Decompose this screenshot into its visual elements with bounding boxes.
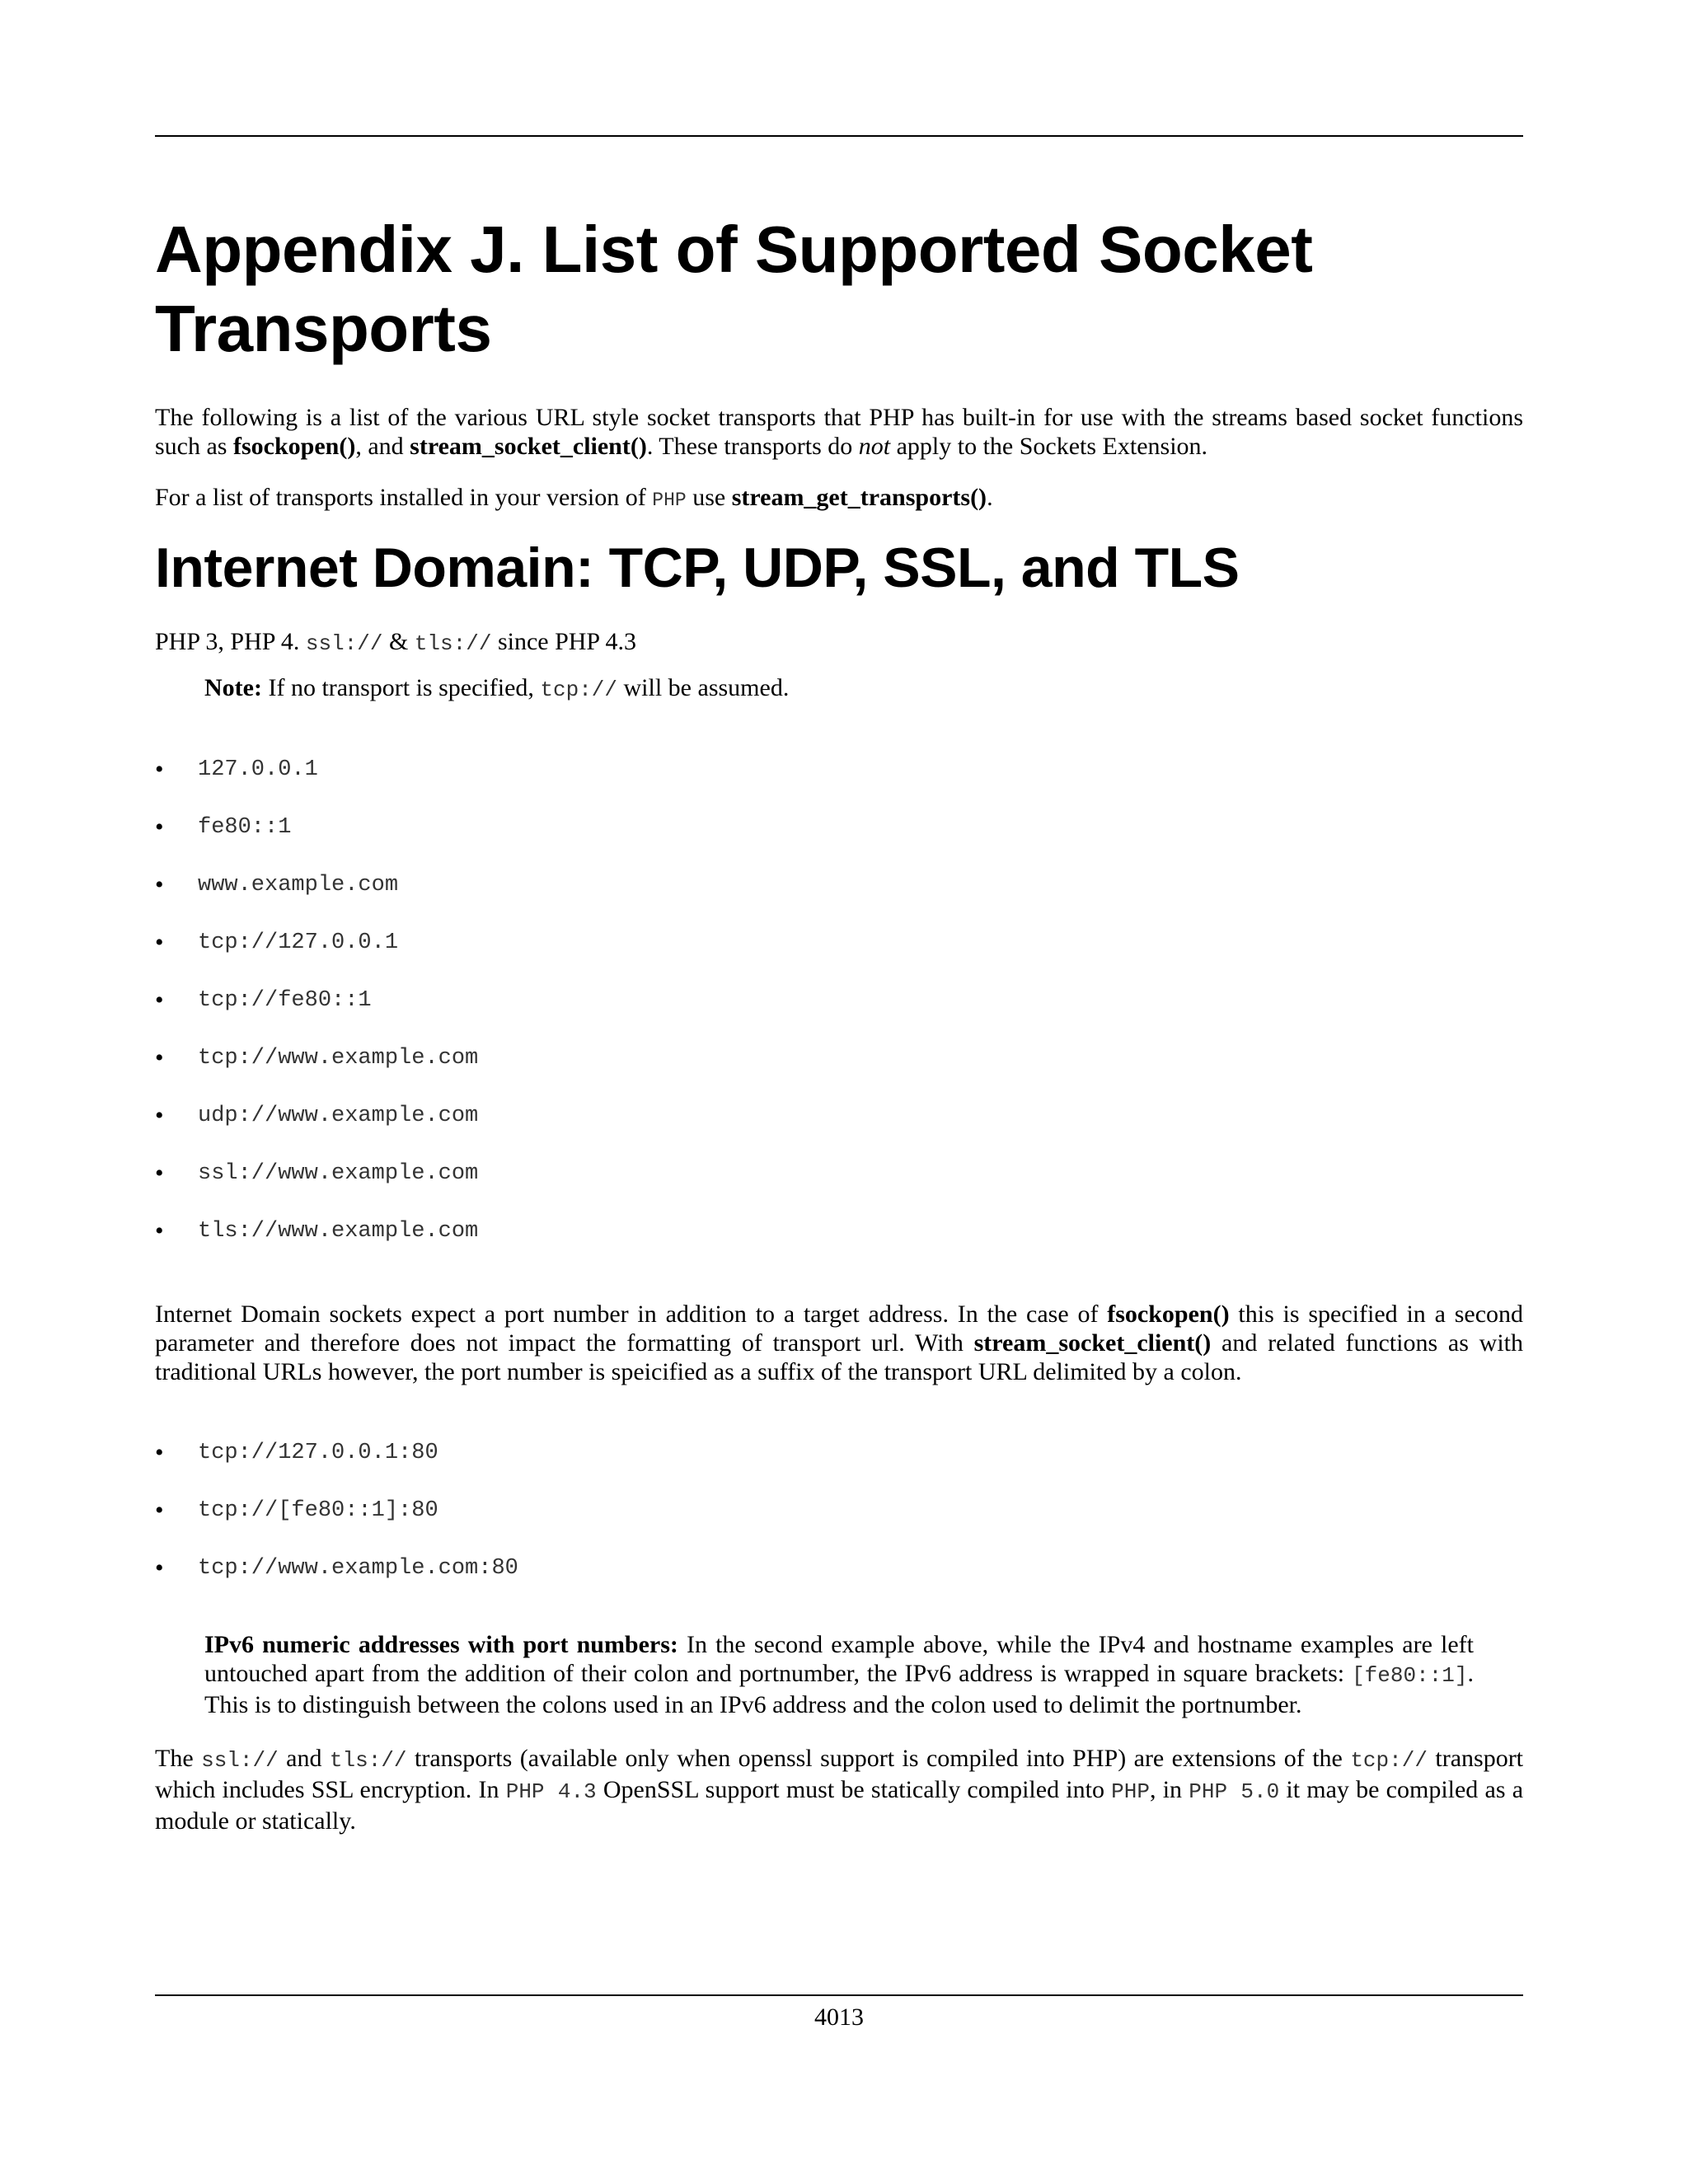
versions-line: PHP 3, PHP 4. ssl:// & tls:// since PHP 4.3 [155, 628, 636, 656]
list-item: • tcp://www.example.com:80 [155, 1554, 518, 1582]
fsockopen-function: fsockopen() [232, 433, 356, 460]
list-item: • tcp://127.0.0.1 [155, 929, 399, 956]
list-item: • tcp://127.0.0.1:80 [155, 1439, 438, 1466]
list-item: • tcp://fe80::1 [155, 987, 372, 1014]
bottom-rule [155, 1994, 1523, 1996]
list-item: • fe80::1 [155, 813, 292, 841]
top-rule [155, 135, 1523, 137]
list-item: • ssl://www.example.com [155, 1160, 479, 1187]
note-default-transport: Note: If no transport is specified, tcp:// will be assumed. [204, 674, 790, 702]
list-item: • tls://www.example.com [155, 1217, 479, 1244]
intro-paragraph: The following is a list of the various URL style socket transports that PHP has built-in for use with the streams based socket functions such as fsockopen(), and stream_socket_client(). These transports do not apply to the Sockets Extension. [155, 404, 1523, 460]
list-item: • 127.0.0.1 [155, 756, 318, 783]
port-paragraph: Internet Domain sockets expect a port number in addition to a target address. In the case of fsockopen() this is specified in a second parameter and therefore does not impact the formatting of transport url. With stream_socket_client() and related functions as with traditional URLs however, the port number is speicified as a suffix of the transport URL delimited by a colon. [155, 1301, 1524, 1385]
list-item: • www.example.com [155, 871, 399, 898]
stream-get-transports-function: stream_get_transports() [731, 484, 987, 511]
list-item: • tcp://[fe80::1]:80 [155, 1497, 438, 1524]
page-title: Appendix J. List of Supported Socket Transports [155, 213, 1313, 365]
note-ipv6: IPv6 numeric addresses with port numbers: In the second example above, while the IPv4 and hostname examples are left untouched apart from the addition of their colon and portnumber, the IPv6 address is wrapped in square brackets: [fe80::1]. This is to distinguish between the colons used in an IPv6 address and the colon used to delimit the portnumber. [204, 1631, 1474, 1718]
port-examples-list [155, 1424, 1523, 1597]
page-number: 4013 [814, 2004, 864, 2031]
list-item: • udp://www.example.com [155, 1102, 479, 1129]
address-examples-list [155, 741, 1523, 1260]
ssl-paragraph: The ssl:// and tls:// transports (available only when openssl support is compiled into PHP) are extensions of the tcp:// transport which includes SSL encryption. In PHP 4.3 OpenSSL support must be statically compiled into PHP, in PHP 5.0 it may be compiled as a module or statically. [155, 1745, 1524, 1835]
stream-socket-client-function: stream_socket_client() [410, 433, 647, 460]
php-code: PHP [652, 490, 687, 511]
transports-paragraph: For a list of transports installed in your version of PHP use stream_get_transports(). [155, 484, 993, 511]
section-title: Internet Domain: TCP, UDP, SSL, and TLS [155, 537, 1240, 599]
list-item: • tcp://www.example.com [155, 1044, 479, 1071]
page-content [155, 210, 1523, 1858]
